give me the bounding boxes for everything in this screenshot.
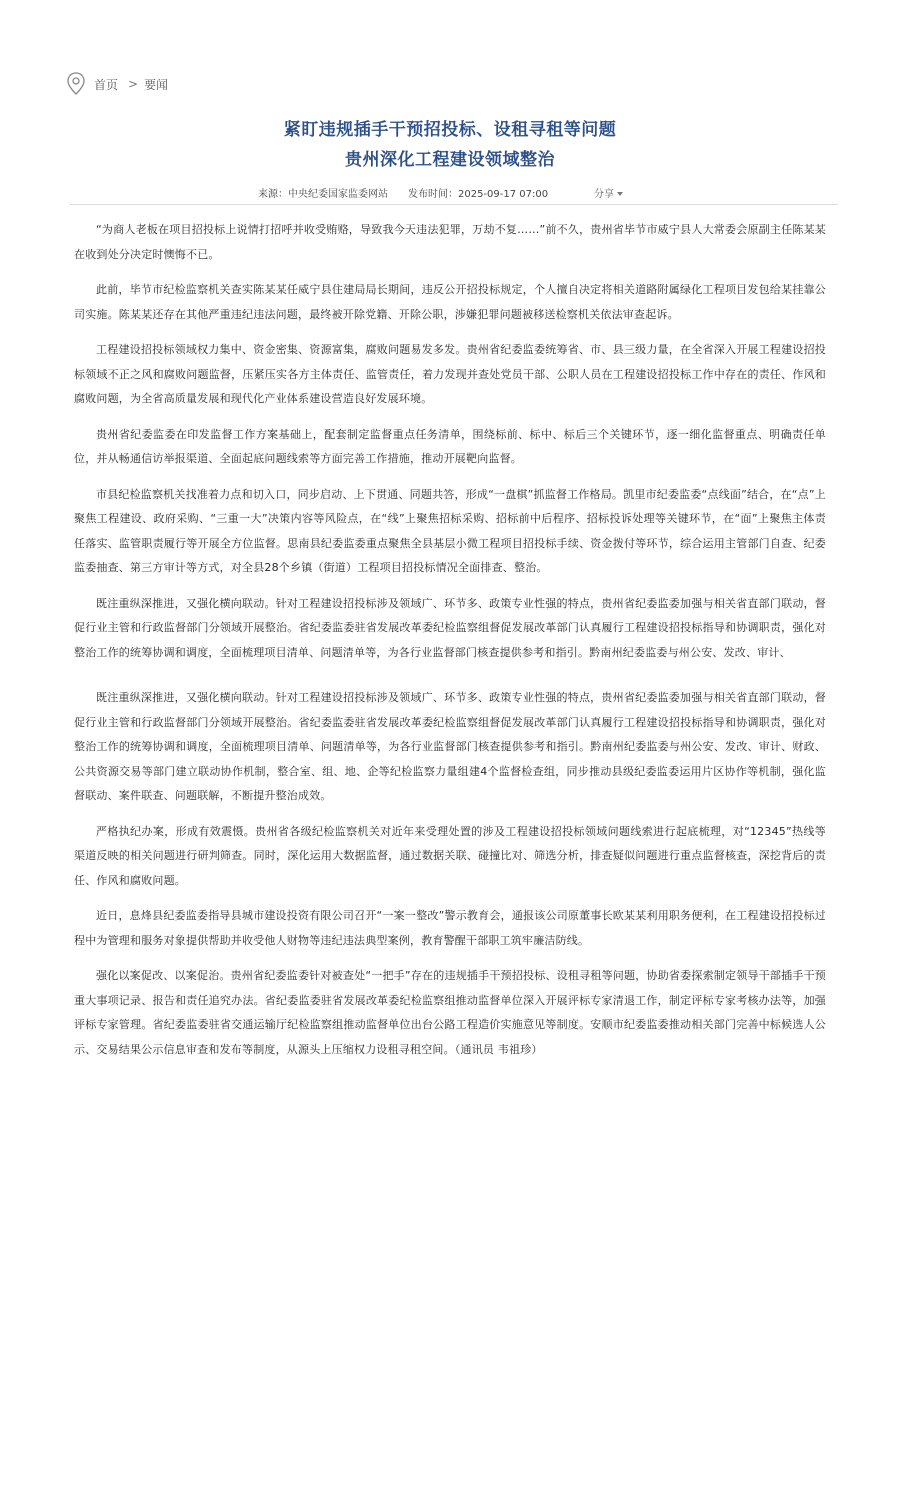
- source-label: 来源：: [258, 189, 288, 200]
- paragraph: 贵州省纪委监委在印发监督工作方案基础上，配套制定监督重点任务清单，围绕标前、标中、标后三个关键环节，逐一细化监督重点、明确责任单位，并从畅通信访举报渠道、全面起底问题线索等方面完善工作措施，推动开展靶向监督。: [74, 427, 826, 465]
- paragraph: 此前，毕节市纪检监察机关查实陈某某任威宁县住建局局长期间，违反公开招投标规定，个人擅自决定将相关道路附属绿化工程项目发包给某挂靠公司实施。陈某某还存在其他严重违纪违法问题，最终被开除党籍、开除公职，涉嫌犯罪问题被移送检察机关依法审查起诉。: [74, 283, 826, 321]
- breadcrumb-section-link[interactable]: 要闻: [144, 77, 169, 92]
- paragraph: 工程建设招投标领域权力集中、资金密集、资源富集，腐败问题易发多发。贵州省纪委监委统筹省、市、县三级力量，在全省深入开展工程建设招投标领域不正之风和腐败问题监督，压紧压实各方主体责任、监管责任，着力发现并查处党员干部、公职人员在工程建设招投标工作中存在的责任、作风和腐败问题，为全省高质量发展和现代化产业体系建设营造良好发展环境。: [74, 343, 826, 405]
- breadcrumb-home-link[interactable]: 首页: [94, 77, 119, 92]
- header-divider: [70, 204, 838, 205]
- paragraph: 严格执纪办案，形成有效震慑。贵州省各级纪检监察机关对近年来受理处置的涉及工程建设招投标领域问题线索进行起底梳理，对“12345”热线等渠道反映的相关问题进行研判筛查。同时，深化运用大数据监督，通过数据关联、碰撞比对、筛选分析，排查疑似问题进行重点监督核查，深挖背后的责任、作风和腐败问题。: [74, 824, 826, 887]
- share-label: 分享: [594, 189, 614, 200]
- content-gap: [0, 644, 900, 684]
- article-body-bottom: [74, 686, 826, 1073]
- article-source: [258, 185, 388, 200]
- time-value: 2025-09-17 07:00: [458, 189, 549, 200]
- article-time: [408, 185, 548, 200]
- location-pin-icon: [66, 72, 86, 96]
- caret-down-icon: [617, 192, 623, 196]
- paragraph: 既注重纵深推进，又强化横向联动。针对工程建设招投标涉及领域广、环节多、政策专业性强的特点，贵州省纪委监委加强与相关省直部门联动，督促行业主管和行政监督部门分领域开展整治。省纪委监委驻省发展改革委纪检监察组督促发展改革部门认真履行工程建设招投标指导和协调职责，强化对整治工作的统筹协调和调度，全面梳理项目清单、问题清单等，为各行业监督部门核查提供参考和指引。黔南州纪委监委与州公安、发改、审计、财政、公共资源交易等部门建立联动协作机制，整合室、组、地、企等纪检监察力量组建4个监督检查组，同步推动县级纪委监委运用片区协作等机制，强化监督联动、案件联查、问题联解，不断提升整治成效。: [74, 691, 826, 802]
- source-value: 中央纪委国家监委网站: [288, 189, 388, 200]
- time-label: 发布时间：: [408, 189, 458, 200]
- article-body-top: [74, 218, 826, 676]
- paragraph: 市县纪检监察机关找准着力点和切入口，同步启动、上下贯通、同题共答，形成“一盘棋”抓监督工作格局。凯里市纪委监委“点线面”结合，在“点”上聚焦工程建设、政府采购、“三重一大”决策内容等风险点，在“线”上聚焦招标采购、招标前中后程序、招标投诉处理等关键环节，在“面”上聚焦主体责任落实、监管职责履行等开展全方位监督。思南县纪委监委重点聚焦全县基层小微工程项目招投标手续、资金拨付等环节，综合运用主管部门自查、纪委监委抽查、第三方审计等方式，对全县28个乡镇（街道）工程项目招投标情况全面排查、整治。: [74, 487, 826, 574]
- paragraph: 既注重纵深推进，又强化横向联动。针对工程建设招投标涉及领域广、环节多、政策专业性强的特点，贵州省纪委监委加强与相关省直部门联动，督促行业主管和行政监督部门分领域开展整治。省纪委监委驻省发展改革委纪检监察组督促发展改革部门认真履行工程建设招投标指导和协调职责，强化对整治工作的统筹协调和调度，全面梳理项目清单、问题清单等，为各行业监督部门核查提供参考和指引。黔南州纪委监委与州公安、发改、审计、: [74, 596, 826, 659]
- paragraph: 近日，息烽县纪委监委指导县城市建设投资有限公司召开“一案一整改”警示教育会，通报该公司原董事长欧某某利用职务便利，在工程建设招投标过程中为管理和服务对象提供帮助并收受他人财物等违纪违法典型案例，教育警醒干部职工筑牢廉洁防线。: [74, 909, 826, 947]
- article-title-line-2: 贵州深化工程建设领域整治: [345, 150, 555, 170]
- article-title-line-1: 紧盯违规插手干预招投标、设租寻租等问题: [283, 120, 617, 140]
- paragraph: “为商人老板在项目招投标上说情打招呼并收受贿赂，导致我今天违法犯罪，万劫不复……”前不久，贵州省毕节市威宁县人大常委会原副主任陈某某在收到处分决定时懊悔不已。: [74, 223, 826, 261]
- paragraph: 强化以案促改、以案促治。贵州省纪委监委针对被查处“一把手”存在的违规插手干预招投标、设租寻租等问题，协助省委探索制定领导干部插手干预重大事项记录、报告和责任追究办法。省纪委监委驻省发展改革委纪检监察组推动监督单位深入开展评标专家清退工作，制定评标专家考核办法等，加强评标专家管理。省纪委监委驻省交通运输厅纪检监察组推动监督单位出台公路工程造价实施意见等制度。安顺市纪委监委推动相关部门完善中标候选人公示、交易结果公示信息审查和发布等制度，从源头上压缩权力设租寻租空间。（通讯员 韦祖珍）: [74, 969, 826, 1056]
- breadcrumb: [66, 72, 168, 96]
- share-dropdown[interactable]: [594, 185, 623, 200]
- breadcrumb-separator: >: [128, 77, 139, 91]
